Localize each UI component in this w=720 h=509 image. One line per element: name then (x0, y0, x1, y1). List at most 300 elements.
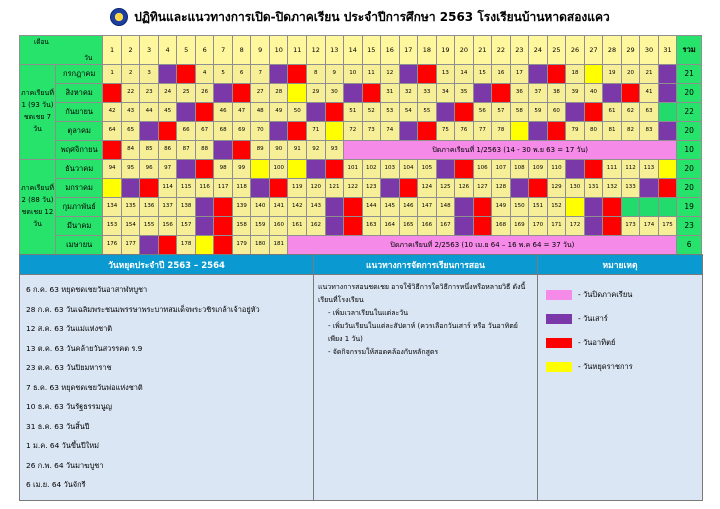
sunday-cell (158, 122, 177, 141)
day-cell: 170 (529, 217, 548, 236)
day-cell: 88 (195, 141, 214, 160)
day-cell: 105 (418, 160, 437, 179)
calendar-month-row (20, 179, 702, 198)
month-total: 20 (677, 84, 702, 103)
sunday-cell (418, 122, 437, 141)
day-cell: 161 (288, 217, 307, 236)
day-cell: 33 (418, 84, 437, 103)
day-number-header: 18 (418, 36, 437, 65)
day-cell: 36 (510, 84, 529, 103)
day-cell: 12 (381, 65, 400, 84)
sunday-cell (362, 84, 381, 103)
saturday-cell (658, 84, 677, 103)
day-cell: 68 (214, 122, 233, 141)
sunday-cell (288, 122, 307, 141)
day-cell: 143 (306, 198, 325, 217)
day-cell: 93 (325, 141, 344, 160)
sunday-cell (325, 160, 344, 179)
day-cell: 61 (603, 103, 622, 122)
day-number-header: 12 (306, 36, 325, 65)
legend-item (546, 357, 694, 377)
day-cell: 72 (344, 122, 363, 141)
saturday-cell (269, 65, 288, 84)
sunday-cell (455, 103, 474, 122)
saturday-cell (325, 217, 344, 236)
day-cell: 44 (140, 103, 159, 122)
day-cell: 56 (473, 103, 492, 122)
sunday-cell (103, 84, 122, 103)
calendar-header-row (20, 36, 702, 65)
day-cell: 154 (121, 217, 140, 236)
term-2-label: ภาคเรียนที่ 2 (88 วัน) ชดเชย 12 วัน (20, 160, 56, 255)
day-cell: 127 (473, 179, 492, 198)
month-total: 23 (677, 217, 702, 236)
month-total: 22 (677, 103, 702, 122)
month-total: 10 (677, 141, 702, 160)
term-1-label: ภาคเรียนที่ 1 (93 วัน) ชดเชย 7 วัน (20, 65, 56, 160)
day-cell: 126 (455, 179, 474, 198)
school-calendar-table (19, 35, 702, 255)
day-cell: 101 (344, 160, 363, 179)
day-cell: 51 (344, 103, 363, 122)
saturday-cell (436, 103, 455, 122)
calendar-month-row (20, 236, 702, 255)
day-cell: 92 (306, 141, 325, 160)
day-cell: 35 (455, 84, 474, 103)
day-number-header: 15 (362, 36, 381, 65)
sunday-cell (603, 217, 622, 236)
day-cell: 130 (566, 179, 585, 198)
public-holiday-cell (584, 65, 603, 84)
day-cell: 6 (232, 65, 251, 84)
day-cell: 84 (121, 141, 140, 160)
legend-swatch (546, 314, 572, 324)
public-holiday-cell (658, 160, 677, 179)
day-cell: 2 (121, 65, 140, 84)
info-section (19, 254, 703, 501)
sunday-cell (103, 141, 122, 160)
day-cell: 139 (232, 198, 251, 217)
day-cell: 83 (640, 122, 659, 141)
sunday-cell (344, 198, 363, 217)
day-cell: 147 (418, 198, 437, 217)
day-cell: 11 (362, 65, 381, 84)
day-cell: 100 (269, 160, 288, 179)
day-number-header: 23 (510, 36, 529, 65)
day-cell: 87 (177, 141, 196, 160)
saturday-cell (325, 198, 344, 217)
day-cell: 132 (603, 179, 622, 198)
sunday-cell (547, 65, 566, 84)
sunday-cell (195, 103, 214, 122)
saturday-cell (251, 179, 270, 198)
sunday-cell (325, 103, 344, 122)
day-cell: 45 (158, 103, 177, 122)
legend-label: - วันอาทิตย์ (578, 338, 616, 347)
day-cell: 165 (399, 217, 418, 236)
day-cell: 19 (603, 65, 622, 84)
month-header-label: เดือน (34, 38, 49, 46)
day-cell: 125 (436, 179, 455, 198)
day-number-header: 30 (640, 36, 659, 65)
day-cell: 95 (121, 160, 140, 179)
day-number-header: 7 (214, 36, 233, 65)
day-cell: 119 (288, 179, 307, 198)
saturday-cell (584, 198, 603, 217)
day-cell: 99 (232, 160, 251, 179)
sunday-cell (473, 217, 492, 236)
day-cell: 133 (621, 179, 640, 198)
day-cell: 47 (232, 103, 251, 122)
day-cell: 166 (418, 217, 437, 236)
saturday-cell (658, 65, 677, 84)
day-cell: 181 (269, 236, 288, 255)
day-cell: 94 (103, 160, 122, 179)
month-name: เมษายน (56, 236, 103, 255)
month-name: ตุลาคม (56, 122, 103, 141)
day-number-header: 19 (436, 36, 455, 65)
saturday-cell (195, 198, 214, 217)
month-total: 6 (677, 236, 702, 255)
day-number-header: 20 (455, 36, 474, 65)
day-cell: 17 (510, 65, 529, 84)
day-cell: 41 (640, 84, 659, 103)
saturday-cell (269, 122, 288, 141)
guideline-item: - เพิ่มวันเรียนในแต่ละสัปดาห์ (ควรเลือกวันเสาร์ หรือ วันอาทิตย์ (328, 322, 518, 330)
day-cell: 8 (306, 65, 325, 84)
day-cell: 78 (492, 122, 511, 141)
holiday-item: 26 ก.พ. 64 วันมาฆบูชา (26, 460, 104, 470)
saturday-cell (603, 84, 622, 103)
day-cell: 48 (251, 103, 270, 122)
day-cell: 46 (214, 103, 233, 122)
day-number-header: 2 (121, 36, 140, 65)
day-cell: 176 (103, 236, 122, 255)
day-cell: 138 (177, 198, 196, 217)
day-number-header: 1 (103, 36, 122, 65)
sunday-cell (158, 236, 177, 255)
saturday-cell (399, 122, 418, 141)
month-total: 20 (677, 160, 702, 179)
legend-label: - วันเสาร์ (578, 314, 608, 323)
day-number-header: 8 (232, 36, 251, 65)
day-cell: 43 (121, 103, 140, 122)
day-cell: 158 (232, 217, 251, 236)
day-cell: 42 (103, 103, 122, 122)
legend-swatch (546, 290, 572, 300)
no-date-cell (658, 198, 677, 217)
day-cell: 156 (158, 217, 177, 236)
day-number-header: 28 (603, 36, 622, 65)
saturday-cell (177, 160, 196, 179)
day-cell: 82 (621, 122, 640, 141)
day-number-header: 24 (529, 36, 548, 65)
legend-label: - วันหยุดราชการ (578, 362, 633, 371)
day-cell: 160 (269, 217, 288, 236)
day-cell: 70 (251, 122, 270, 141)
day-cell: 152 (547, 198, 566, 217)
day-cell: 62 (621, 103, 640, 122)
saturday-cell (140, 122, 159, 141)
month-name: สิงหาคม (56, 84, 103, 103)
day-cell: 81 (603, 122, 622, 141)
day-number-header: 22 (492, 36, 511, 65)
day-cell: 97 (158, 160, 177, 179)
day-cell: 102 (362, 160, 381, 179)
sunday-cell (547, 122, 566, 141)
day-cell: 13 (436, 65, 455, 84)
day-cell: 10 (344, 65, 363, 84)
day-number-header: 6 (195, 36, 214, 65)
day-cell: 128 (492, 179, 511, 198)
day-number-header: 9 (251, 36, 270, 65)
sunday-cell (399, 179, 418, 198)
day-cell: 109 (529, 160, 548, 179)
day-number-header: 17 (399, 36, 418, 65)
saturday-cell (473, 84, 492, 103)
sunday-cell (492, 84, 511, 103)
day-cell: 54 (399, 103, 418, 122)
day-cell: 106 (473, 160, 492, 179)
day-cell: 23 (140, 84, 159, 103)
day-cell: 14 (455, 65, 474, 84)
calendar-month-row (20, 198, 702, 217)
day-cell: 79 (566, 122, 585, 141)
no-date-cell (658, 103, 677, 122)
month-total: 20 (677, 122, 702, 141)
sunday-cell (177, 65, 196, 84)
day-number-header: 25 (547, 36, 566, 65)
day-cell: 63 (640, 103, 659, 122)
day-cell: 131 (584, 179, 603, 198)
day-cell: 55 (418, 103, 437, 122)
calendar-month-row (20, 141, 702, 160)
sunday-cell (214, 236, 233, 255)
day-number-header: 16 (381, 36, 400, 65)
saturday-cell (455, 198, 474, 217)
day-cell: 22 (121, 84, 140, 103)
day-cell: 120 (306, 179, 325, 198)
saturday-cell (399, 65, 418, 84)
day-cell: 28 (269, 84, 288, 103)
legend-item (546, 333, 694, 353)
day-cell: 89 (251, 141, 270, 160)
day-cell: 173 (621, 217, 640, 236)
day-cell: 169 (510, 217, 529, 236)
day-cell: 9 (325, 65, 344, 84)
public-holiday-cell (325, 122, 344, 141)
sunday-cell (658, 179, 677, 198)
holiday-item: 1 ม.ค. 64 วันขึ้นปีใหม่ (26, 441, 100, 450)
day-cell: 24 (158, 84, 177, 103)
day-cell: 129 (547, 179, 566, 198)
holiday-item: 10 ธ.ค. 63 วันรัฐธรรมนูญ (26, 402, 112, 411)
sunday-cell (529, 179, 548, 198)
day-cell: 31 (381, 84, 400, 103)
month-total: 19 (677, 198, 702, 217)
day-cell: 103 (381, 160, 400, 179)
saturday-cell (195, 217, 214, 236)
day-cell: 27 (251, 84, 270, 103)
term-break-note: ปิดภาคเรียนที่ 2/2563 (10 เม.ย 64 – 16 พ.ค 64 = 37 วัน) (288, 236, 677, 255)
day-cell: 71 (306, 122, 325, 141)
day-cell: 168 (492, 217, 511, 236)
day-cell: 121 (325, 179, 344, 198)
day-cell: 150 (510, 198, 529, 217)
day-cell: 118 (232, 179, 251, 198)
legend-heading: หมายเหตุ (538, 255, 703, 275)
month-day-header (20, 36, 103, 65)
public-holiday-cell (566, 198, 585, 217)
month-total: 21 (677, 65, 702, 84)
day-number-header: 4 (158, 36, 177, 65)
saturday-cell (306, 160, 325, 179)
day-cell: 177 (121, 236, 140, 255)
day-number-header: 31 (658, 36, 677, 65)
day-cell: 148 (436, 198, 455, 217)
day-cell: 96 (140, 160, 159, 179)
saturday-cell (140, 236, 159, 255)
saturday-cell (510, 179, 529, 198)
day-header-label: วัน (84, 53, 93, 62)
day-cell: 144 (362, 198, 381, 217)
saturday-cell (584, 217, 603, 236)
day-cell: 164 (381, 217, 400, 236)
day-cell: 73 (362, 122, 381, 141)
day-cell: 145 (381, 198, 400, 217)
sunday-cell (584, 160, 603, 179)
saturday-cell (436, 160, 455, 179)
total-header: รวม (677, 36, 702, 65)
holiday-item: 7 ธ.ค. 63 หยุดชดเชยวันพ่อแห่งชาติ (26, 382, 143, 392)
day-cell: 178 (177, 236, 196, 255)
holiday-item: 12 ส.ค. 63 วันแม่แห่งชาติ (26, 324, 113, 333)
day-number-header: 10 (269, 36, 288, 65)
day-cell: 38 (547, 84, 566, 103)
month-name: มีนาคม (56, 217, 103, 236)
legend-panel (538, 275, 703, 501)
day-cell: 86 (158, 141, 177, 160)
day-number-header: 3 (140, 36, 159, 65)
month-name: มกราคม (56, 179, 103, 198)
day-cell: 136 (140, 198, 159, 217)
day-cell: 65 (121, 122, 140, 141)
day-cell: 30 (325, 84, 344, 103)
day-cell: 171 (547, 217, 566, 236)
day-cell: 40 (584, 84, 603, 103)
day-cell: 52 (362, 103, 381, 122)
day-cell: 114 (158, 179, 177, 198)
day-cell: 80 (584, 122, 603, 141)
saturday-cell (640, 179, 659, 198)
day-cell: 141 (269, 198, 288, 217)
day-cell: 135 (121, 198, 140, 217)
holiday-item: 28 ก.ค. 63 วันเฉลิมพระชนมพรรษาพระบาทสมเด็จพระวชิรเกล้าเจ้าอยู่หัว (26, 304, 260, 314)
calendar-month-row (20, 122, 702, 141)
guideline-item: - จัดกิจกรรมให้สอดคล้องกับหลักสูตร (328, 348, 439, 356)
public-holiday-cell (103, 179, 122, 198)
title-bar (0, 0, 720, 34)
day-cell: 159 (251, 217, 270, 236)
day-cell: 153 (103, 217, 122, 236)
day-cell: 124 (418, 179, 437, 198)
day-cell: 115 (177, 179, 196, 198)
day-cell: 112 (621, 160, 640, 179)
no-date-cell (640, 198, 659, 217)
month-name: ธันวาคม (56, 160, 103, 179)
day-cell: 58 (510, 103, 529, 122)
sunday-cell (232, 84, 251, 103)
saturday-cell (177, 103, 196, 122)
legend-swatch (546, 338, 572, 348)
month-name: พฤศจิกายน (56, 141, 103, 160)
day-cell: 5 (214, 65, 233, 84)
day-cell: 77 (473, 122, 492, 141)
day-cell: 174 (640, 217, 659, 236)
day-cell: 157 (177, 217, 196, 236)
saturday-cell (381, 179, 400, 198)
day-cell: 15 (473, 65, 492, 84)
holidays-heading: วันหยุดประจำปี 2563 – 2564 (20, 255, 314, 275)
sunday-cell (473, 198, 492, 217)
public-holiday-cell (251, 160, 270, 179)
guidelines-intro: แนวทางการสอนชดเชย อาจใช้วิธีการใดวิธีการหนึ่งหรือหลายวิธี ดังนี้ (318, 283, 526, 291)
day-cell: 172 (566, 217, 585, 236)
day-cell: 25 (177, 84, 196, 103)
saturday-cell (566, 160, 585, 179)
sunday-cell (418, 65, 437, 84)
day-cell: 149 (492, 198, 511, 217)
day-cell: 57 (492, 103, 511, 122)
day-cell: 113 (640, 160, 659, 179)
public-holiday-cell (288, 160, 307, 179)
day-cell: 21 (640, 65, 659, 84)
guidelines-panel (314, 275, 538, 501)
sunday-cell (455, 160, 474, 179)
holiday-item: 23 ต.ค. 63 วันปิยมหาราช (26, 363, 112, 372)
day-cell: 117 (214, 179, 233, 198)
sunday-cell (344, 217, 363, 236)
calendar-month-row (20, 103, 702, 122)
guideline-item: เพียง 1 วัน) (328, 335, 363, 343)
day-cell: 7 (251, 65, 270, 84)
day-cell: 16 (492, 65, 511, 84)
day-cell: 111 (603, 160, 622, 179)
day-cell: 122 (344, 179, 363, 198)
day-cell: 50 (288, 103, 307, 122)
guidelines-heading: แนวทางการจัดการเรียนการสอน (314, 255, 538, 275)
day-cell: 39 (566, 84, 585, 103)
day-cell: 75 (436, 122, 455, 141)
legend-item (546, 309, 694, 329)
day-cell: 37 (529, 84, 548, 103)
guidelines-intro-2: เรียนที่โรงเรียน (318, 296, 364, 304)
day-number-header: 27 (584, 36, 603, 65)
holiday-item: 13 ต.ค. 63 วันคล้ายวันสวรรคต ร.9 (26, 343, 143, 353)
day-cell: 107 (492, 160, 511, 179)
day-cell: 69 (232, 122, 251, 141)
saturday-cell (455, 217, 474, 236)
day-cell: 140 (251, 198, 270, 217)
sunday-cell (584, 103, 603, 122)
saturday-cell (658, 122, 677, 141)
holiday-item: 6 ก.ค. 63 หยุดชดเชยวันอาสาฬหบูชา (26, 285, 148, 294)
saturday-cell (306, 103, 325, 122)
term-break-note: ปิดภาคเรียนที่ 1/2563 (14 - 30 พ.ย 63 = 17 วัน) (344, 141, 677, 160)
saturday-cell (529, 65, 548, 84)
sunday-cell (140, 179, 159, 198)
public-holiday-cell (195, 236, 214, 255)
